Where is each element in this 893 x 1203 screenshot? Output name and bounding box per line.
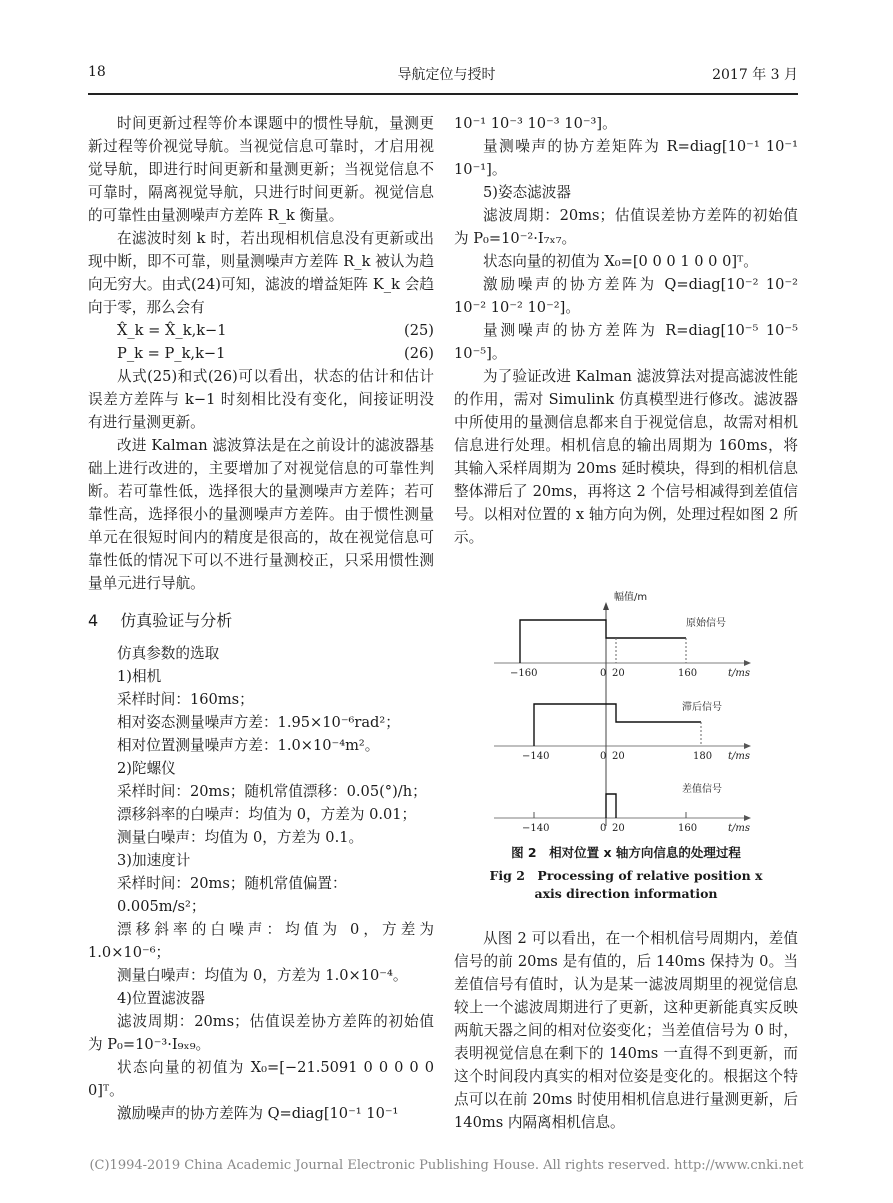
param-line: 激励噪声的协方差阵为 Q=diag[10⁻² 10⁻² 10⁻² 10⁻² 10⁻²]。	[454, 276, 798, 316]
signal-trace	[606, 794, 616, 818]
param-line: 2)陀螺仪	[117, 760, 176, 777]
tick-label: 180	[693, 751, 713, 762]
figure-2	[486, 586, 776, 836]
param-line: 滤波周期：20ms；估值误差协方差阵的初始值为 P₀=10⁻²·I₇ₓ₇。	[454, 207, 798, 247]
x-axis-arrow	[744, 743, 751, 749]
left-column	[88, 112, 434, 1125]
paragraph: 为了验证改进 Kalman 滤波算法对提高滤波性能的作用，需对 Simulink 仿真模型进行修改。滤波器中所使用的量测信息都来自于视觉信息，故需对相机信息进行处理。相机信息的输出周期为 160ms，将其输入采样周期为 20ms 延时模块，得到的相机信息整体滞后了 20ms，再将这 2 个信号相减得到差值信号。以相对位置的 x 轴方向为例，处理过程如图 2 所示。	[454, 368, 798, 546]
param-line: 相对姿态测量噪声方差：1.95×10⁻⁶rad²；	[117, 714, 400, 731]
equation-number: (25)	[404, 322, 434, 339]
figure-caption-en: Fig 2 Processing of relative position x	[489, 868, 763, 883]
paragraph: 改进 Kalman 滤波算法是在之前设计的滤波器基础上进行改进的，主要增加了对视觉信息的可靠性判断。若可靠性低，选择很大的量测噪声方差阵；若可靠性高，选择很小的量测噪声方差阵。由于惯性测量单元在很短时间内的精度是很高的，故在视觉信息可靠性低的情况下可以不进行量测校正，只采用惯性测量单元进行导航。	[88, 437, 434, 592]
param-line: 采样时间：160ms；	[117, 691, 254, 708]
param-line: 10⁻¹ 10⁻³ 10⁻³ 10⁻³]。	[454, 115, 617, 132]
param-line: 量测噪声的协方差阵为 R=diag[10⁻⁵ 10⁻⁵ 10⁻⁵]。	[454, 322, 798, 362]
param-line: 5)姿态滤波器	[483, 184, 571, 201]
equation-26	[88, 342, 434, 365]
param-line: 仿真参数的选取	[117, 645, 220, 662]
x-axis-arrow	[744, 815, 751, 821]
signal-label: 差值信号	[682, 784, 722, 795]
tick-label: 20	[612, 823, 625, 834]
x-axis-unit: t/ms	[728, 823, 751, 834]
param-line: 激励噪声的协方差阵为 Q=diag[10⁻¹ 10⁻¹	[117, 1105, 399, 1122]
param-line: 采样时间：20ms；随机常值偏置：0.005m/s²；	[117, 875, 347, 915]
x-axis-unit: t/ms	[728, 751, 751, 762]
x-axis-unit: t/ms	[728, 668, 751, 679]
param-line: 状态向量的初值为 X₀=[0 0 0 1 0 0 0]ᵀ。	[483, 253, 758, 270]
figure-caption-cn: 图 2 相对位置 x 轴方向信息的处理过程	[511, 845, 741, 860]
tick-label: −140	[522, 751, 550, 762]
param-line: 4)位置滤波器	[117, 990, 205, 1007]
equation-body: P_k = P_k,k−1	[117, 345, 226, 362]
param-line: 采样时间：20ms；随机常值漂移：0.05(°)/h；	[117, 783, 427, 800]
panel-difference	[494, 782, 751, 834]
param-line: 漂移斜率的白噪声：均值为 0，方差为 1.0×10⁻⁶；	[88, 921, 434, 961]
equation-body: X̂_k = X̂_k,k−1	[117, 322, 227, 339]
issue-date: 2017 年 3 月	[712, 67, 798, 83]
param-line: 测量白噪声：均值为 0，方差为 1.0×10⁻⁴。	[117, 967, 408, 984]
param-line: 相对位置测量噪声方差：1.0×10⁻⁴m²。	[117, 737, 380, 754]
param-line: 3)加速度计	[117, 852, 191, 869]
section-title: 仿真验证与分析	[120, 611, 233, 630]
header-rule	[88, 93, 798, 95]
page-number: 18	[88, 64, 106, 80]
param-line: 状态向量的初值为 X₀=[−21.5091 0 0 0 0 0 0]ᵀ。	[88, 1059, 434, 1099]
panel-delayed	[494, 700, 751, 762]
copyright-footer: (C)1994-2019 China Academic Journal Electronic Publishing House. All rights reserved. http://www.cnki.net	[89, 1158, 804, 1173]
paragraph: 从图 2 可以看出，在一个相机信号周期内，差值信号的前 20ms 是有值的，后 140ms 保持为 0。当差值信号有值时，认为是某一滤波周期里的视觉信息较上一个滤波周期进行了更新，这种更新能真实反映两航天器之间的相对位姿变化；当差值信号为 0 时，表明视觉信息在剩下的 140ms 一直得不到更新，而这个时间段内真实的相对位姿是变化的。根据这个特点可以在前 20ms 时使用相机信息进行量测更新，后 140ms 内隔离相机信息。	[454, 930, 798, 1131]
right-column-top	[454, 112, 798, 549]
signal-label: 原始信号	[686, 618, 726, 629]
tick-label: 160	[678, 668, 698, 679]
panel-original	[494, 616, 751, 679]
y-axis-arrow	[603, 602, 609, 610]
tick-label: −160	[510, 668, 538, 679]
journal-title: 导航定位与授时	[397, 67, 496, 83]
figure-caption-en: axis direction information	[534, 886, 718, 901]
tick-label: 160	[678, 823, 698, 834]
signal-label: 滞后信号	[682, 702, 722, 713]
section-heading	[88, 609, 434, 632]
tick-label: 20	[612, 668, 625, 679]
tick-label: 0	[600, 751, 607, 762]
right-column-bottom	[454, 927, 798, 1134]
paragraph: 从式(25)和式(26)可以看出，状态的估计和估计误差方差阵与 k−1 时刻相比没有变化，间接证明没有进行量测更新。	[88, 368, 434, 431]
y-axis-label: 幅值/m	[614, 592, 648, 603]
signal-trace	[534, 704, 701, 746]
paragraph: 时间更新过程等价本课题中的惯性导航，量测更新过程等价视觉导航。当视觉信息可靠时，才启用视觉导航，即进行时间更新和量测更新；当视觉信息不可靠时，隔离视觉导航，只进行时间更新。视觉信息的可靠性由量测噪声方差阵 R_k 衡量。	[88, 115, 434, 224]
x-axis-arrow	[744, 660, 751, 666]
param-line: 测量白噪声：均值为 0，方差为 0.1。	[117, 829, 364, 846]
equation-25	[88, 319, 434, 342]
param-line: 1)相机	[117, 668, 162, 685]
param-line: 滤波周期：20ms；估值误差协方差阵的初始值为 P₀=10⁻³·I₉ₓ₉。	[88, 1013, 434, 1053]
paragraph: 在滤波时刻 k 时，若出现相机信息没有更新或出现中断，即不可靠，则量测噪声方差阵 R_k 被认为趋向无穷大。由式(24)可知，滤波的增益矩阵 K_k 会趋向于零，那么会有	[88, 230, 434, 316]
param-line: 漂移斜率的白噪声：均值为 0，方差为 0.01；	[117, 806, 417, 823]
equation-number: (26)	[404, 345, 434, 362]
tick-label: 0	[600, 668, 607, 679]
tick-label: 20	[612, 751, 625, 762]
tick-label: 0	[600, 823, 607, 834]
param-line: 量测噪声的协方差矩阵为 R=diag[10⁻¹ 10⁻¹ 10⁻¹]。	[454, 138, 798, 178]
signal-trace	[520, 620, 686, 663]
section-number: 4	[88, 611, 99, 630]
tick-label: −140	[522, 823, 550, 834]
